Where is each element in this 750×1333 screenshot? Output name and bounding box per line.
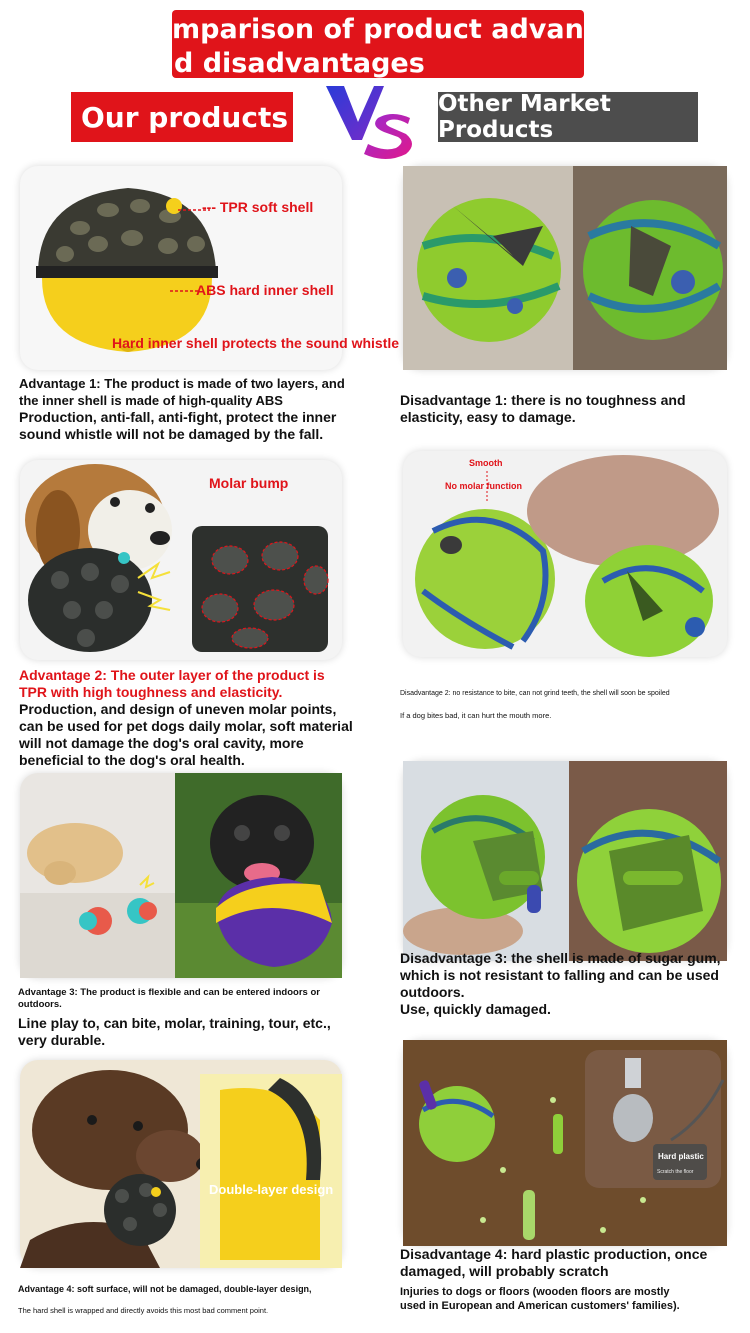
disadvantage-4-line-4: used in European and American customers' families). (400, 1300, 680, 1312)
advantage-3-text (18, 987, 358, 1049)
double-layer-illustration (20, 1060, 342, 1268)
double-layer-photo (20, 1060, 342, 1268)
broken-green-balls-illustration (403, 166, 727, 370)
disadvantage-3-text (400, 950, 740, 1018)
disadvantage-4-line-1: Disadvantage 4: hard plastic production, once (400, 1246, 708, 1262)
callout-abs-hard-inner-shell: ABS hard inner shell (196, 282, 334, 298)
advantage-3-line-2: outdoors. (18, 999, 62, 1010)
callout-tpr-soft-shell: --- TPR soft shell (202, 199, 314, 215)
page-title-line-1: mparison of product advantag (172, 14, 635, 45)
smooth-ball-photo (403, 451, 727, 657)
disadvantage-3-line-2: which is not resistant to falling and can be used (400, 967, 719, 983)
broken-ball-photo-2 (403, 761, 727, 961)
disadvantage-3-line-1: Disadvantage 3: the shell is made of sugar gum, (400, 950, 721, 966)
advantage-1-text (19, 375, 359, 443)
disadvantage-2-line-1: Disadvantage 2: no resistance to bite, can not grind teeth, the shell will soon be spoiled (400, 690, 670, 697)
advantage-2-line-6: beneficial to the dog's oral health. (19, 752, 245, 768)
advantage-2-text (19, 667, 379, 769)
callout-scratch-the-floor: Scratch the floor (657, 1169, 694, 1175)
dog-chewing-photo (20, 460, 342, 660)
dog-molar-illustration (20, 460, 342, 660)
advantage-1-line-1: Advantage 1: The product is made of two layers, and (19, 376, 345, 391)
callout-molar-bump: Molar bump (209, 475, 289, 491)
dogs-playing-illustration (20, 773, 342, 978)
broken-ball-hand-illustration (403, 761, 727, 961)
advantage-2-line-5: will not damage the dog's oral cavity, more (19, 735, 304, 751)
callout-double-layer-design: Double-layer design (209, 1182, 334, 1197)
callout-no-molar-function: No molar function (445, 481, 522, 491)
hard-plastic-illustration (403, 1040, 727, 1246)
disadvantage-4-line-2: damaged, will probably scratch (400, 1263, 609, 1279)
advantage-2-line-4: can be used for pet dogs daily molar, soft material (19, 718, 353, 734)
advantage-1-line-3: Production, anti-fall, anti-fight, protect the inner (19, 409, 337, 425)
advantage-1-line-4: sound whistle will not be damaged by the fall. (19, 426, 324, 442)
advantage-1-line-2: the inner shell is made of high-quality ABS (19, 393, 283, 408)
dogs-playing-photo (20, 773, 342, 978)
disadvantage-3-line-4: Use, quickly damaged. (400, 1001, 551, 1017)
advantage-2-line-2: TPR with high toughness and elasticity. (19, 684, 283, 700)
advantage-4-line-1: Advantage 4: soft surface, will not be damaged, double-layer design, (18, 1284, 312, 1294)
advantage-3-line-4: very durable. (18, 1032, 106, 1048)
callout-inner-shell-whistle: Hard inner shell protects the sound whistle (112, 335, 400, 351)
advantage-3-line-1: Advantage 3: The product is flexible and can be entered indoors or (18, 987, 320, 998)
disadvantage-3-line-3: outdoors. (400, 984, 465, 1000)
disadvantage-2-line-2: If a dog bites bad, it can hurt the mouth more. (400, 711, 552, 720)
other-market-products-label: Other Market Products (438, 92, 698, 142)
disadvantage-4-text (400, 1246, 740, 1313)
advantage-2-line-1: Advantage 2: The outer layer of the product is (19, 667, 325, 683)
advantage-3-line-3: Line play to, can bite, molar, training, tour, etc., (18, 1015, 331, 1031)
vs-logo (322, 82, 417, 162)
page-title-banner (172, 10, 635, 79)
hard-plastic-photo (403, 1040, 727, 1246)
advantage-4-line-2: The hard shell is wrapped and directly avoids this most bad comment point. (18, 1306, 269, 1315)
broken-ball-photo-1 (403, 166, 727, 370)
callout-smooth: Smooth (469, 458, 503, 468)
disadvantage-1-text (400, 392, 730, 426)
callout-hard-plastic: Hard plastic (658, 1152, 704, 1161)
advantage-2-line-3: Production, and design of uneven molar points, (19, 701, 337, 717)
disadvantage-1-line-2: elasticity, easy to damage. (400, 409, 576, 425)
disadvantage-4-line-3: Injuries to dogs or floors (wooden floors are mostly (400, 1286, 670, 1298)
advantage-4-text (18, 1283, 358, 1317)
our-products-label: Our products (71, 92, 293, 142)
our-ball-layers-photo (20, 166, 400, 370)
disadvantage-2-text (400, 688, 740, 721)
page-title-line-2: d disadvantages (174, 48, 425, 79)
disadvantage-1-line-1: Disadvantage 1: there is no toughness and (400, 392, 686, 408)
